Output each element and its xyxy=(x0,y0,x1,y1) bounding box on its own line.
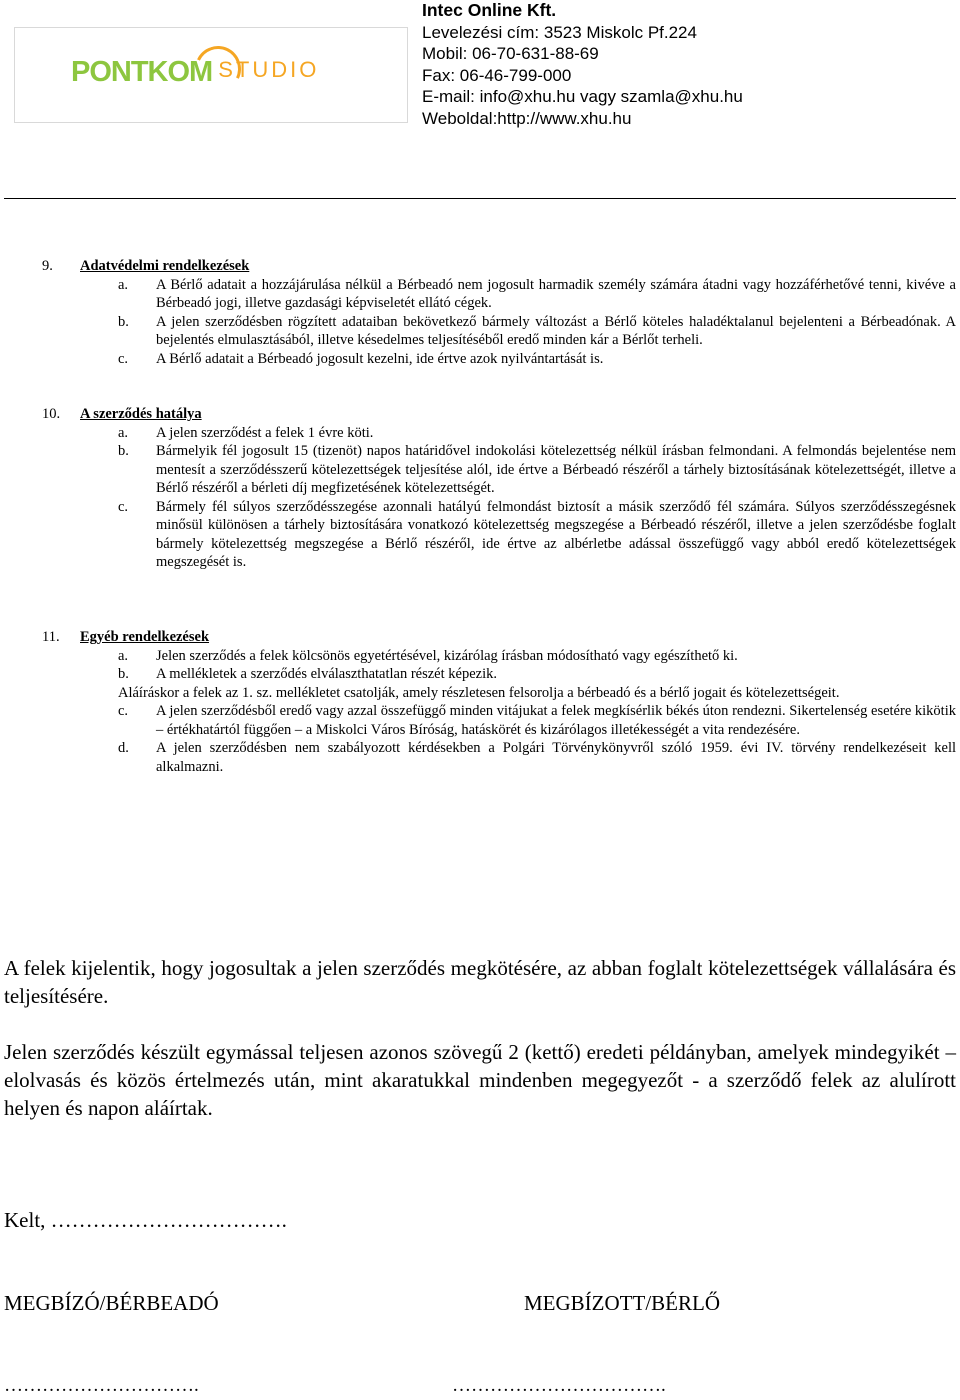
item-text: A mellékletek a szerződés elválaszthatatlan részét képezik. xyxy=(156,666,497,682)
header-divider xyxy=(4,198,956,199)
email-line: E-mail: info@xhu.hu vagy szamla@xhu.hu xyxy=(422,87,743,106)
annex-note: Aláíráskor a felek az 1. sz. mellékletet csatolják, amely részletesen felsorolja a bérbeadó és a bérlő jogait és kötelezettségeit. xyxy=(118,684,840,701)
company-name: Intec Online Kft. xyxy=(422,0,557,20)
website-line: Weboldal:http://www.xhu.hu xyxy=(422,108,632,128)
party-left-label: MEGBÍZÓ/BÉRBEADÓ xyxy=(4,1291,219,1315)
list-item xyxy=(42,442,956,498)
section-title: A szerződés hatálya xyxy=(80,406,202,422)
item-text: A jelen szerződésből eredő vagy azzal összefüggő minden vitájukat a felek megkísérlik békés úton rendezni. Sikertelenség esetére kikötik – értékhatártól függően – a Miskolci Város Bíróság, hatáskörét és kizárólagos illetékességét a vita rendezésére. xyxy=(156,703,956,738)
list-item xyxy=(42,702,956,739)
list-item xyxy=(42,276,956,313)
item-label: b. xyxy=(118,443,129,459)
list-item xyxy=(42,739,956,776)
section-9 xyxy=(42,257,956,368)
item-label: b. xyxy=(118,313,129,330)
section-number: 11. xyxy=(42,629,60,645)
section-title: Egyéb rendelkezések xyxy=(80,629,210,645)
mobile-number: Mobil: 06-70-631-88-69 xyxy=(422,44,599,63)
item-label: a. xyxy=(118,647,129,664)
item-text: Bármely fél súlyos szerződésszegése azonnali hatályú felmondást biztosít a másik szerződő fél számára. Súlyos szerződésszegésnek minősül különösen a tárhely biztosítására vonatkozó kötelezettség megszegése a Bérbeadó részéről, illetve a jelen szerződésbe foglalt bármely kötelezettség megszegése a Bérlő részéről, ide értve az albérletbe adással összefüggő vagy abból eredő kötelezettségek megszegését is. xyxy=(156,498,956,570)
declaration-paragraph: A felek kijelentik, hogy jogosultak a jelen szerződés megkötésére, az abban foglalt kötelezettségek vállalására és teljesítésére. xyxy=(4,956,956,1008)
list-item xyxy=(42,350,956,369)
list-item xyxy=(42,498,956,572)
party-right-label: MEGBÍZOTT/BÉRLŐ xyxy=(524,1291,720,1315)
item-text: A jelen szerződésben nem szabályozott kérdésekben a Polgári Törvénykönyvről szóló 1959. évi IV. törvény rendelkezéseit kell alkalmazni. xyxy=(156,740,956,775)
company-logo xyxy=(14,27,408,123)
section-heading xyxy=(42,628,956,647)
item-label: a. xyxy=(118,276,129,293)
list-item xyxy=(42,665,956,684)
logo-main-text: PONTKOM xyxy=(71,56,213,88)
section-number: 9. xyxy=(42,258,53,274)
fax-number: Fax: 06-46-799-000 xyxy=(422,65,572,85)
list-item xyxy=(42,313,956,350)
item-text: A jelen szerződést a felek 1 évre köti. xyxy=(156,424,374,441)
item-label: a. xyxy=(118,424,129,441)
copies-paragraph: Jelen szerződés készült egymással teljesen azonos szövegű 2 (kettő) eredeti példányban, amelyek mindegyikét – elolvasás és közös értelmezés után, mint akaratukkal mindenben megegyezőt - a szerződő felek az alulírott helyen és napon aláírtak. xyxy=(4,1040,956,1120)
section-11 xyxy=(42,628,956,776)
logo-studio-text: STUDIO xyxy=(218,57,320,82)
item-label: c. xyxy=(118,350,129,367)
section-10 xyxy=(42,405,956,572)
section-heading xyxy=(42,405,956,424)
postal-address: Levelezési cím: 3523 Miskolc Pf.224 xyxy=(422,22,697,42)
item-label: d. xyxy=(118,740,129,756)
item-text: A Bérlő adatait a hozzájárulása nélkül a Bérbeadó nem jogosult harmadik személy számára átadni vagy hozzáférhetővé tenni, kivéve a Bérbeadó jogi, illetve gazdasági képviseletét ellátó cégek. xyxy=(156,276,956,311)
item-label: c. xyxy=(118,703,129,719)
signature-line-right: ……………………………. xyxy=(452,1375,666,1396)
list-item xyxy=(42,424,956,443)
item-label: c. xyxy=(118,498,129,515)
item-text: A jelen szerződésben rögzített adataiban bekövetkező bármely változást a Bérlő köteles haladéktalanul bejelenteni a Bérbeadónak. A bejelentés elmulasztásából, illetve késedelmes teljesítéséből eredő minden kár a Bérlőt terheli. xyxy=(156,313,956,348)
item-text: A Bérlő adatait a Bérbeadó jogosult kezelni, ide értve azok nyilvántartását is. xyxy=(156,350,604,367)
item-text: Jelen szerződés a felek kölcsönös egyetértésével, kizárólag írásban módosítható vagy egészíthető ki. xyxy=(156,647,738,664)
place-date-line: Kelt, ……………………………. xyxy=(4,1208,287,1232)
list-item xyxy=(42,647,956,666)
contact-block xyxy=(422,0,743,129)
section-title: Adatvédelmi rendelkezések xyxy=(80,258,250,274)
item-text: Bármelyik fél jogosult 15 (tizenöt) napos határidővel indokolási kötelezettség nélkül írásban felmondani. A felmondás bejelentése nem mentesít a szerződésszerű kötelezettségek teljesítése alól, ide értve a Bérbeadó részéről a tárhely biztosításának kötelezettségét, illetve a Bérlő részéről a bérleti díj megfizetésének kötelezettségét. xyxy=(156,443,956,496)
section-heading xyxy=(42,257,956,276)
section-number: 10. xyxy=(42,406,61,422)
item-label: b. xyxy=(118,666,129,682)
logo-wordmark xyxy=(71,56,319,89)
signature-line-left: …………………………. xyxy=(4,1375,199,1396)
